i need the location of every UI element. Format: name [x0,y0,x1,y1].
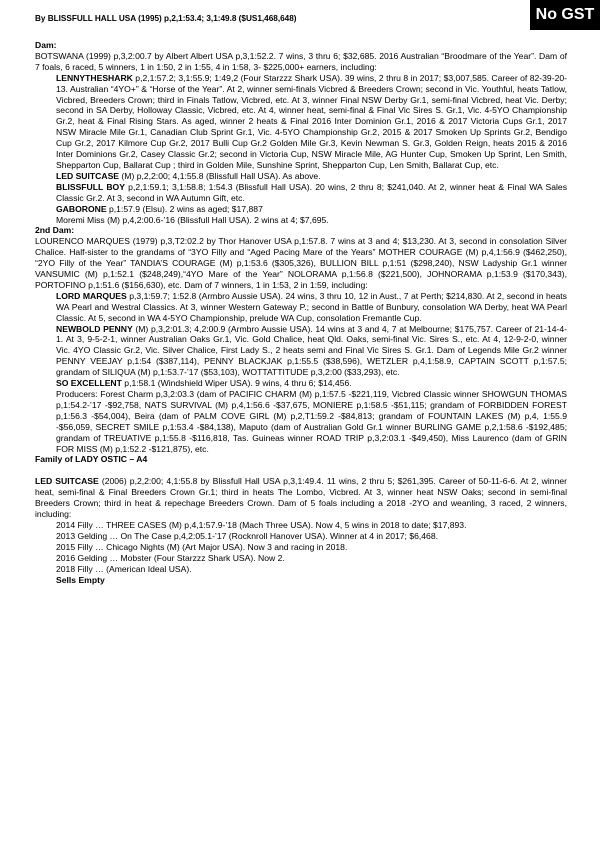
lot-produce-item: 2016 Gelding … Mobster (Four Starzzz Shark USA). Now 2. [56,552,285,563]
produce-details: p,2,1:59.1; 3,1:58.8; 1:54.3 (Blissfull Hall USA). 20 wins, 2 thru 8; $241,040. At 2, winner heat & Final WA Sales Classic Gr.2. At 3, second in WA Autumn Gift, etc. [56,181,567,203]
no-gst-badge: No GST [530,0,600,30]
lot-produce-item: 2018 Filly … (American Ideal USA). [56,563,192,574]
dam-summary: BOTSWANA (1999) p,3,2:00.7 by Albert Albert USA p,3,1:52.2. 7 wins, 3 thru 6; $32,685. 2016 Australian “Broodmare of the Year”. Dam of 7 foals, 6 raced, 5 winners, 1 in 1:50, 2 in 1:55, 4 in 1:58, 3- $225,000+ earners, including: [35,50,567,72]
lot-status: Sells Empty [56,574,105,585]
produce-details: p,2,1:57.2; 3,1:55.9; 1:49,2 (Four Starzzz Shark USA). 39 wins, 2 thru 8 in 2017; $3,007,585. Career of 82-39-20-13. Australian “4YO+” & “Horse of the Year”. At 2, winner semi-finals Vicbred & Breeders Crown; second in Vic. Youthful, heats Tatlow, Vicbred, Breeders Crown; third in Finals Tatlow, Vicbred, etc. At 3, winner Final NSW Derby Gr.1, semi-final Vicbred, heat Vic. Derby; second in SA Derby, Holloway Classic, Vicbred, etc. At 4, winner heat, semi-final & Final Vic Sires S. Gr.1, Vic. 4-5YO Championship Gr.2, heat & Final Rising Stars. As aged, winner 2 heats & Final 2016 Inter Dominion Gr.1, 2016 & 2017 Victoria Cups Gr.1, 2017 NSW Miracle Mile Gr.1, Canadian Club Sprint Gr.1, Vic. 4-5YO Championship Gr.2, 2015 & 2017 Smoken Up Sprints Gr.2, Bendigo Cup Gr.2, 2017 Kilmore Cup Gr.2, 2017 Bulli Cup Gr.2 Golden Mile Gr.3, Kevin Newman S. Gr.3, Golden Reign, heats 2015 & 2016 Inter Dominions Gr.2, Casey Classic Gr.2; second in Victoria Cup, NSW Miracle Mile, AG Hunter Cup, Smoken Up Sprint, Len Smith, Shepparton Cup, Ballarat Cup ; third in Golden Mile, Sunshine Sprint, Shepparton Cup, Len Smith, Ballarat Cup, etc. [56,72,567,170]
second-dam-summary: LOURENCO MARQUES (1979) p,3,T2:02.2 by Thor Hanover USA p,1:57.8. 7 wins at 3 and 4; $13,230. At 3, second in consolation Silver Chalice. Half-sister to the grandams of “3YO Filly and “Aged Pacing Mare of the Years” MOTHER COURAGE (M) p,4,1:56.9 ($462,250), “2YO Filly of the Year” TANDIA’S COURAGE (M) p,1:53.6 ($305,326), BULLION BILL p,1:51 ($298,240), NSW Ladyship Gr.1 winner VANSUMIC (M) p,1:52.1 ($248,249),“4YO Mare of the Year” NOLORAMA p,1:56.8 ($221,500), JOHNORAMA p,1:53.9 ($170,343), PORTOFINO p,1:51.6 ($156,630), etc. Dam of 7 winners, 1 in 1:53, 2 in 1:59, including: [35,236,567,290]
produce-details: p,3,1:59.7; 1:52.8 (Armbro Aussie USA). 24 wins, 3 thru 10, 12 in Aust., 7 at Perth; $214,830. At 2, second in heats WA Pearl and Westral Classics. At 3, winner Western Gateway P.; second in Battle of Bunbury, consolation WA Derby, heat WA Pearl Classic. At 5, second in WA 4-5YO Championship, prelude WA Cup, consolation Fremantle Cup. [56,290,567,323]
produce-name: NEWBOLD PENNY [56,323,133,334]
lot-produce-item: 2014 Filly … THREE CASES (M) p,4,1:57.9-’18 (Mach Three USA). Now 4, 5 wins in 2018 to date; $17,893. [56,519,467,530]
sire-line: By BLISSFULL HALL USA (1995) p,2,1:53.4; 3,1:49.8 ($US1,468,648) [35,14,297,23]
produce-name: BLISSFULL BOY [56,181,125,192]
dam-heading: Dam: [35,40,57,50]
produce-details: Producers: Forest Charm p,3,2:03.3 (dam of PACIFIC CHARM (M) p,1:57.5 -$221,119, Vicbred Classic winner SHOWGUN THOMAS p,1:54.2-’17 -$92,758, NATS SURVIVAL (M) p,4,1:56.6 -$37,675, MONIERE p,1:58.5 -$51,115; grandam of FORBIDDEN FOREST p,1:56.3 -$54,004), Beira (dam of PALM COVE GIRL (M) p,2,T1:59.2 -$84,813; grandam of FOUNTAIN LAKES (M) p,4, 1:55.9 -$56,059, SECRET SMILE p,1:53.4 -$84,138), Maputo (dam of Australian Gold Gr.1 winner BURLING GAME p,2,1:58.6 -$192,485; grandam of TREUATIVE p,1:55.8 -$116,818, Tas. Guineas winner ROAD TRIP p,3,2:03.1 -$49,450), Miss Laurenco (dam of GRIN FOR MISS (M) p,1:52.2 -$121,875), etc. [56,389,567,454]
second-dam-producers [35,389,567,454]
second-dam-produce-item [35,324,567,379]
dam-produce-item [35,215,567,226]
produce-name: LED SUITCASE [56,170,120,181]
produce-name: LENNYTHESHARK [56,72,133,83]
lot-produce-item: 2015 Filly … Chicago Nights (M) (Art Major USA). Now 3 and racing in 2018. [56,541,348,552]
family-line: Family of LADY OSTIC – A4 [35,454,148,465]
lot-produce-item: 2013 Gelding … On The Case p,4,2:05.1-’17 (Rocknroll Hanover USA). Winner at 4 in 2017; $6,468. [56,530,438,541]
spacer [35,465,567,476]
produce-name: GABORONE [56,203,107,214]
produce-details: p,1:58.1 (Windshield Wiper USA). 9 wins, 4 thru 6; $14,456. [121,378,352,389]
dam-produce-item [35,204,567,215]
second-dam-heading: 2nd Dam: [35,225,75,236]
dam-produce-item [35,171,567,182]
produce-details: p,1:57.9 (Elsu). 2 wins as aged; $17,887 [106,203,263,214]
lot-name: LED SUITCASE [35,476,99,487]
produce-name: SO EXCELLENT [56,378,122,389]
second-dam-produce-item [35,291,567,324]
produce-details: Moremi Miss (M) p,4,2:00.6-’16 (Blissfull Hall USA). 2 wins at 4; $7,695. [56,214,329,225]
pedigree-content [35,40,567,585]
produce-details: (M) p,2,2:00; 4,1:55.8 (Blissfull Hall USA). As above. [119,170,321,181]
produce-name: LORD MARQUES [56,290,127,301]
produce-details: (M) p,3,2:01.3; 4,2:00.9 (Armbro Aussie USA). 14 wins at 3 and 4, 7 at Melbourne; $175,757. Career of 21-14-4-1. At 3, 9-5-2-1, winner Australian Oaks Gr.1, Vic. Gold Chalice, heat Qld. Oaks, semi-final Vic. Sires S., etc. At 4, 12-9-2-0, winner Vic. 4YO Classic Gr.2, Vic. Silver Chalice, First Lady S., 2 heats semi and Final Vic Sires S. Gr.1. Dam of Legends Mile Gr.2 winner PENNY VEEJAY p,1:54 ($387,114), PENNY BLACKJAK p,1:55.5 ($38,596), WETZLER p,4,1:58.9, CAPTAIN SCOTT p,1:57.5; grandam of SILIQUA (M) p,1:53.7-’17 ($53,103), WOTTATTITUDE p,3,2:00 ($33,293), etc. [56,323,567,378]
lot-details: (2006) p,2,2:00; 4,1:55.8 by Blissfull Hall USA p,3,1:49.4. 11 wins, 2 thru 5; $261,395. Career of 50-11-6-6. At 2, winner heat, semi-final & Final Breeders Crown Gr.1; third in heats The Lombo, Vicbred. At 3, winner heat NSW Oaks; second in semi-final Breeders Crown; third in heat & repechage Breeders Crown. Dam of 5 foals including a 2018 -2YO and weanling, 3 raced, 2 winners, including: [35,476,568,520]
dam-produce-item [35,73,567,171]
second-dam-produce-item [35,378,567,389]
dam-produce-item [35,182,567,204]
lot-summary [35,476,567,520]
